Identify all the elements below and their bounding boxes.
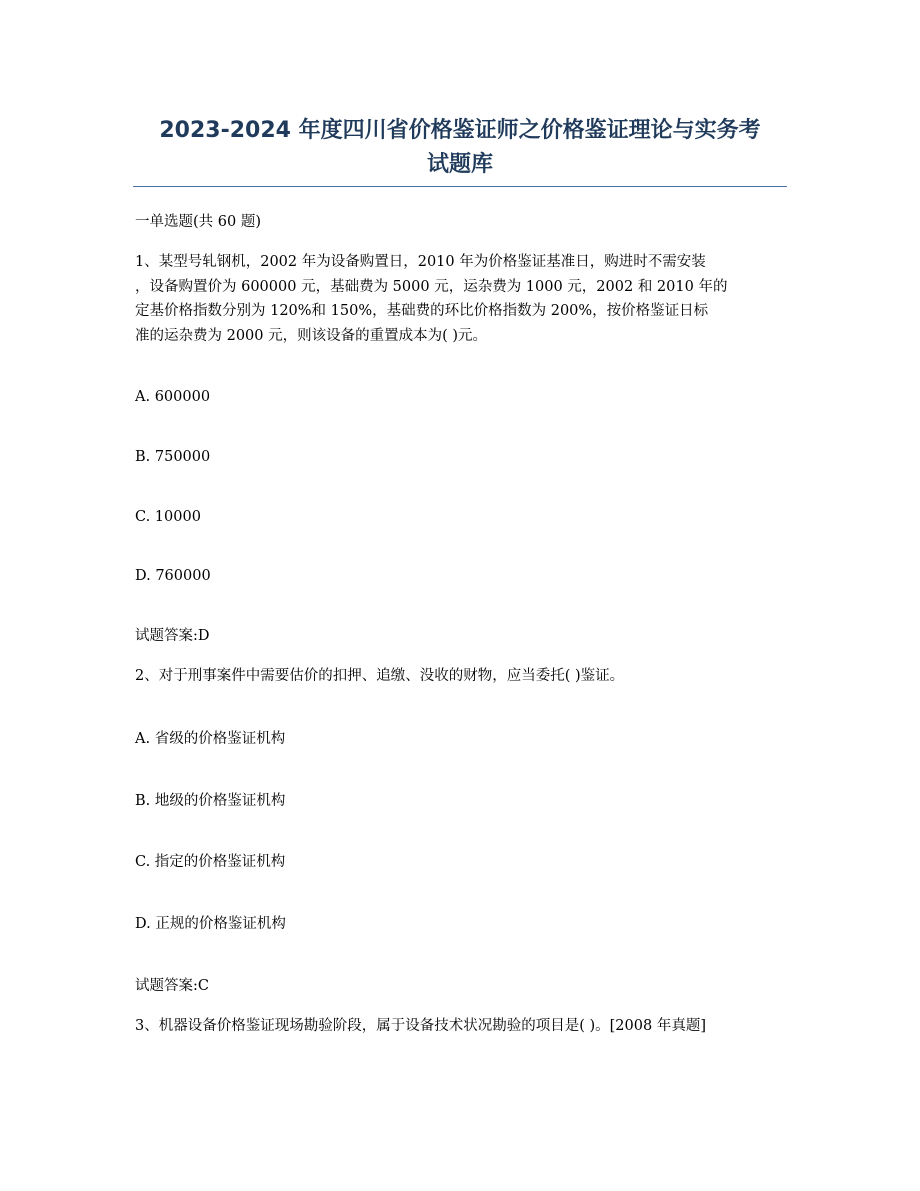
question-3-text: 3、机器设备价格鉴证现场勘验阶段，属于设备技术状况勘验的项目是( )。[2008 年真题]: [135, 1018, 706, 1034]
question-2-option-d: D. 正规的价格鉴证机构: [135, 916, 286, 932]
question-1-answer: 试题答案:D: [135, 628, 210, 644]
title-line-2: 试题库: [426, 152, 493, 177]
document-title: [130, 114, 790, 182]
question-2-option-c: C. 指定的价格鉴证机构: [135, 854, 286, 870]
question-1-option-d: D. 760000: [135, 568, 211, 584]
question-1-line: 准的运杂费为 2000 元，则该设备的重置成本为( )元。: [135, 327, 488, 344]
question-1-option-a: A. 600000: [135, 389, 211, 405]
question-2-answer: 试题答案:C: [135, 978, 209, 994]
question-1-option-b: B. 750000: [135, 449, 211, 465]
question-1-text: [135, 250, 785, 348]
title-underline: [133, 186, 787, 187]
question-1-line: ，设备购置价为 600000 元，基础费为 5000 元，运杂费为 1000 元，2002 和 2010 年的: [135, 278, 728, 295]
question-2-option-a: A. 省级的价格鉴证机构: [135, 731, 286, 747]
title-line-1: 2023-2024 年度四川省价格鉴证师之价格鉴证理论与实务考: [159, 118, 761, 143]
question-1-line: 定基价格指数分别为 120%和 150%，基础费的环比价格指数为 200%，按价格鉴证日标: [135, 303, 709, 319]
question-1-option-c: C. 10000: [135, 509, 201, 525]
question-1-line: 1、某型号轧钢机，2002 年为设备购置日，2010 年为价格鉴证基准日，购进时不需安装: [135, 254, 706, 270]
section-heading: 一单选题(共 60 题): [135, 214, 261, 230]
question-2-option-b: B. 地级的价格鉴证机构: [135, 793, 286, 809]
question-2-text: 2、对于刑事案件中需要估价的扣押、追缴、没收的财物，应当委托( )鉴证。: [135, 668, 625, 684]
